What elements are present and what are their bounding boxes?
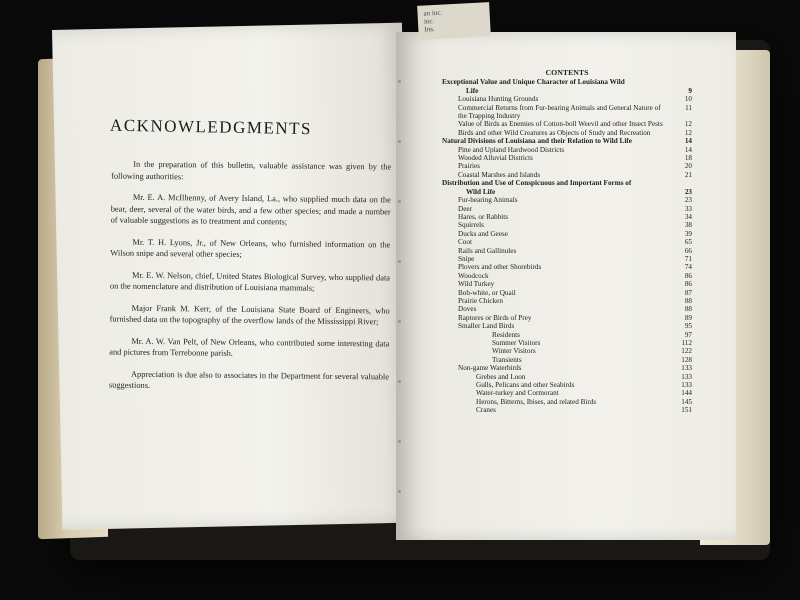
contents-entry-page: 71 <box>684 254 692 263</box>
paragraph: Mr. E. A. McIlhenny, of Avery Island, La., who supplied much data on the bear, deer, several of the water birds, and a few other species; and made a number of valuable suggestions as to treatment and contents; <box>110 192 391 227</box>
contents-entry-label: Residents <box>492 330 520 339</box>
contents-entry-page: 11 <box>685 103 692 112</box>
contents-entry-page: 87 <box>684 288 692 297</box>
tab-line: an inc. <box>423 8 443 18</box>
paragraph: Major Frank M. Kerr, of the Louisiana State Board of Engineers, who furnished data on the topography of the overflow lands of the Mississippi River; <box>109 303 390 327</box>
contents-title: CONTENTS <box>545 68 589 77</box>
contents-entry-page: 88 <box>684 296 692 305</box>
contents-entry-page: 128 <box>681 355 692 364</box>
contents-entry-page: 14 <box>684 145 692 154</box>
contents-entry-label: Raptores or Birds of Prey <box>458 313 532 322</box>
contents-entry <box>442 221 692 229</box>
contents-entry-label: Woodcock <box>458 271 489 280</box>
contents-entry-page: 65 <box>684 238 692 247</box>
contents-entry <box>442 120 692 128</box>
contents-entry-page: 14 <box>684 137 692 146</box>
contents-entry-label: Cranes <box>476 406 496 415</box>
contents-list <box>442 69 692 415</box>
contents-entry <box>442 398 692 406</box>
contents-entry-page: 20 <box>684 162 692 171</box>
contents-entry <box>442 179 692 187</box>
contents-entry-label: Value of Birds as Enemies of Cotton-boll Weevil and other Insect Pests <box>458 120 663 129</box>
contents-entry-page: 9 <box>688 86 692 95</box>
contents-entry-page: 88 <box>684 305 692 314</box>
contents-entry-label: Squirrels <box>458 221 484 230</box>
contents-entry-page <box>670 78 692 86</box>
contents-entry-label: Wooded Alluvial Districts <box>458 154 533 163</box>
contents-entry-label: Wild Turkey <box>458 280 495 289</box>
contents-entry <box>442 213 692 221</box>
contents-entry-label: Water-turkey and Cormorant <box>476 389 559 398</box>
contents-entry-label: Smaller Land Birds <box>458 322 515 331</box>
contents-entry-label: Pine and Upland Hardwood Districts <box>458 145 565 154</box>
contents-entry <box>442 364 692 372</box>
contents-entry-page: 95 <box>684 322 692 331</box>
contents-entry-page: 86 <box>684 271 692 280</box>
tab-line: Ins. <box>424 25 435 34</box>
contents-entry-label: Natural Divisions of Louisiana and their Relation to Wild Life <box>442 137 632 146</box>
contents-entry <box>442 238 692 246</box>
contents-entry-page: 144 <box>681 389 692 398</box>
contents-entry <box>442 230 692 238</box>
contents-entry <box>442 272 692 280</box>
contents-entry-page: 38 <box>684 221 692 230</box>
contents-entry-page: 12 <box>684 120 692 129</box>
contents-entry <box>442 263 692 271</box>
contents-entry-label: Prairies <box>458 162 480 171</box>
contents-entry <box>442 280 692 288</box>
contents-entry-label: Rails and Gallinules <box>458 246 517 255</box>
contents-entry <box>442 389 692 397</box>
contents-entry-label: Deer <box>458 204 472 213</box>
contents-entry <box>442 162 692 170</box>
contents-entry-label: Winter Visitors <box>492 347 536 356</box>
contents-entry <box>442 87 692 95</box>
contents-entry-page: 21 <box>684 170 692 179</box>
contents-entry-label: Fur-bearing Animals <box>458 196 518 205</box>
contents-entry-label: Life <box>466 86 479 95</box>
contents-entry <box>442 104 692 121</box>
acknowledgments-body <box>109 159 392 404</box>
contents-entry-page: 33 <box>684 204 692 213</box>
contents-entry <box>442 373 692 381</box>
contents-entry <box>442 331 692 339</box>
contents-entry-page: 97 <box>684 330 692 339</box>
paragraph: Mr. E. W. Nelson, chief, United States Biological Survey, who supplied data on the nomenclature and distribution of Louisiana mammals; <box>109 270 391 293</box>
contents-entry-page: 18 <box>684 154 692 163</box>
contents-entry <box>442 146 692 154</box>
contents-entry-label: Exceptional Value and Unique Character of Louisiana Wild <box>442 78 625 87</box>
contents-entry-page: 133 <box>681 372 692 381</box>
contents-entry <box>442 314 692 322</box>
contents-entry-label: Wild Life <box>466 187 496 196</box>
contents-entry <box>442 78 692 86</box>
contents-entry <box>442 247 692 255</box>
contents-entry-page: 89 <box>684 313 692 322</box>
contents-entry-label: Louisiana Hunting Grounds <box>458 95 539 104</box>
contents-entry-page: 122 <box>681 347 692 356</box>
contents-entry <box>442 154 692 162</box>
binding-stitch-holes <box>396 80 402 500</box>
contents-entry <box>442 196 692 204</box>
contents-entry-label: Coot <box>458 238 472 247</box>
contents-entry <box>442 129 692 137</box>
contents-rows <box>442 78 692 414</box>
contents-entry <box>442 289 692 297</box>
contents-entry-label: Snipe <box>458 254 475 263</box>
contents-entry-page: 10 <box>684 95 692 104</box>
contents-entry-label: Prairie Chicken <box>458 296 503 305</box>
paragraph: Mr. A. W. Van Pelt, of New Orleans, who contributed some interesting data and pictures from Terrebonne parish. <box>109 336 390 358</box>
contents-entry <box>442 255 692 263</box>
library-tab <box>417 2 491 40</box>
contents-entry-label: Coastal Marshes and Islands <box>458 170 541 179</box>
contents-entry <box>442 205 692 213</box>
contents-entry-page: 151 <box>681 406 692 415</box>
contents-entry <box>442 305 692 313</box>
contents-entry <box>442 356 692 364</box>
contents-entry-page: 86 <box>684 280 692 289</box>
contents-entry-label: Birds and other Wild Creatures as Objects of Study and Recreation <box>458 128 651 137</box>
contents-entry-page: 12 <box>684 128 692 137</box>
contents-entry-label: Non-game Waterbirds <box>458 364 522 373</box>
contents-entry-page: 23 <box>684 187 692 196</box>
contents-entry <box>442 171 692 179</box>
contents-entry <box>442 322 692 330</box>
contents-entry-label: Plovers and other Shorebirds <box>458 263 542 272</box>
contents-entry <box>442 188 692 196</box>
contents-entry-label: Hares, or Rabbits <box>458 212 509 221</box>
contents-entry-page: 133 <box>681 364 692 373</box>
contents-entry-page <box>670 179 692 187</box>
contents-entry-page: 145 <box>681 397 692 406</box>
paragraph: Mr. T. H. Lyons, Jr., of New Orleans, who furnished information on the Wilson snipe and several other species; <box>110 237 391 259</box>
contents-entry-page: 39 <box>684 229 692 238</box>
contents-entry-label: Transients <box>492 355 522 364</box>
contents-entry-label: Bob-white, or Quail <box>458 288 516 297</box>
contents-entry <box>442 297 692 305</box>
contents-entry-label: Commercial Returns from Fur-bearing Animals and General Nature of the Trapping Industry <box>458 103 661 121</box>
contents-entry-label: Summer Visitors <box>492 339 541 347</box>
contents-entry <box>442 95 692 103</box>
contents-entry-label: Gulls, Pelicans and other Seabirds <box>476 381 575 390</box>
paragraph: In the preparation of this bulletin, valuable assistance was given by the following authorities: <box>111 159 392 181</box>
contents-entry-label: Distribution and Use of Conspicuous and Important Forms of <box>442 179 632 188</box>
contents-entry <box>442 137 692 145</box>
contents-entry-label: Doves <box>458 305 477 314</box>
contents-entry-page: 23 <box>684 196 692 205</box>
contents-entry-page: 74 <box>684 263 692 272</box>
contents-entry-page: 133 <box>681 381 692 390</box>
contents-entry-label: Grebes and Loon <box>476 372 526 381</box>
contents-entry <box>442 406 692 414</box>
contents-entry-page: 112 <box>681 339 692 347</box>
paragraph: Appreciation is due also to associates in the Department for several valuable suggestions. <box>108 369 390 390</box>
contents-entry-page: 34 <box>684 212 692 221</box>
contents-entry-page: 66 <box>684 246 692 255</box>
contents-entry <box>442 381 692 389</box>
contents-entry-label: Ducks and Geese <box>458 229 508 238</box>
contents-entry-label: Herons, Bitterns, Ibises, and related Birds <box>476 397 597 406</box>
tab-line: inc. <box>423 17 435 26</box>
acknowledgments-heading: ACKNOWLEDGMENTS <box>109 115 313 139</box>
contents-entry <box>442 339 692 347</box>
contents-entry <box>442 347 692 355</box>
